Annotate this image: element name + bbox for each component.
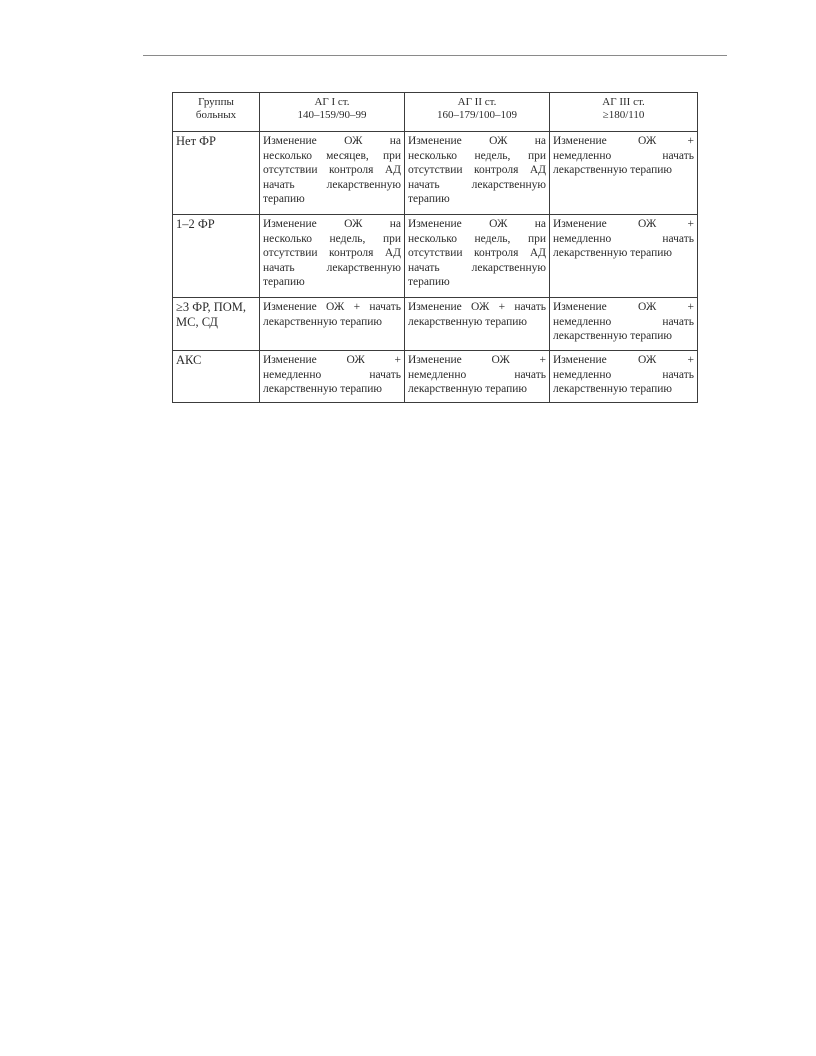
header-ag-stage-3 [550, 93, 698, 132]
header-patient-groups [173, 93, 260, 132]
row-group-label: 1–2 ФР [173, 215, 260, 298]
cell-ag-stage-3: Изменение ОЖ + немедленно начать лекарственную терапию [550, 215, 698, 298]
header-line: 140–159/90–99 [297, 109, 367, 121]
cell-ag-stage-2: Изменение ОЖ на несколько недель, при отсутствии контроля АД начать лекарственную терапию [405, 132, 550, 215]
table-row [173, 298, 698, 351]
cell-ag-stage-1: Изменение ОЖ + немедленно начать лекарственную терапию [260, 351, 405, 403]
cell-ag-stage-3: Изменение ОЖ + немедленно начать лекарственную терапию [550, 298, 698, 351]
cell-ag-stage-2: Изменение ОЖ + начать лекарственную терапию [405, 298, 550, 351]
header-line: 160–179/100–109 [436, 109, 518, 121]
cell-ag-stage-3: Изменение ОЖ + немедленно начать лекарственную терапию [550, 132, 698, 215]
table-row [173, 215, 698, 298]
row-group-label: Нет ФР [173, 132, 260, 215]
cell-ag-stage-2: Изменение ОЖ на несколько недель, при отсутствии контроля АД начать лекарственную терапию [405, 215, 550, 298]
header-line: больных [195, 109, 237, 121]
header-line: АГ I ст. [314, 96, 350, 108]
table-row [173, 132, 698, 215]
table-header-row [173, 93, 698, 132]
header-line: АГ II ст. [457, 96, 497, 108]
therapy-table-container [172, 92, 697, 403]
header-line: АГ III ст. [602, 96, 645, 108]
header-ag-stage-2 [405, 93, 550, 132]
cell-ag-stage-3: Изменение ОЖ + немедленно начать лекарственную терапию [550, 351, 698, 403]
page-header-rule [143, 55, 727, 56]
therapy-table [172, 92, 698, 403]
row-group-label: ≥3 ФР, ПОМ, МС, СД [173, 298, 260, 351]
row-group-label: АКС [173, 351, 260, 403]
table-row [173, 351, 698, 403]
cell-ag-stage-1: Изменение ОЖ на несколько месяцев, при отсутствии контроля АД начать лекарственную терапию [260, 132, 405, 215]
header-line: ≥180/110 [602, 109, 645, 121]
header-ag-stage-1 [260, 93, 405, 132]
cell-ag-stage-1: Изменение ОЖ + начать лекарственную терапию [260, 298, 405, 351]
header-line: Группы [198, 96, 234, 108]
cell-ag-stage-1: Изменение ОЖ на несколько недель, при отсутствии контроля АД начать лекарственную терапию [260, 215, 405, 298]
cell-ag-stage-2: Изменение ОЖ + немедленно начать лекарственную терапию [405, 351, 550, 403]
